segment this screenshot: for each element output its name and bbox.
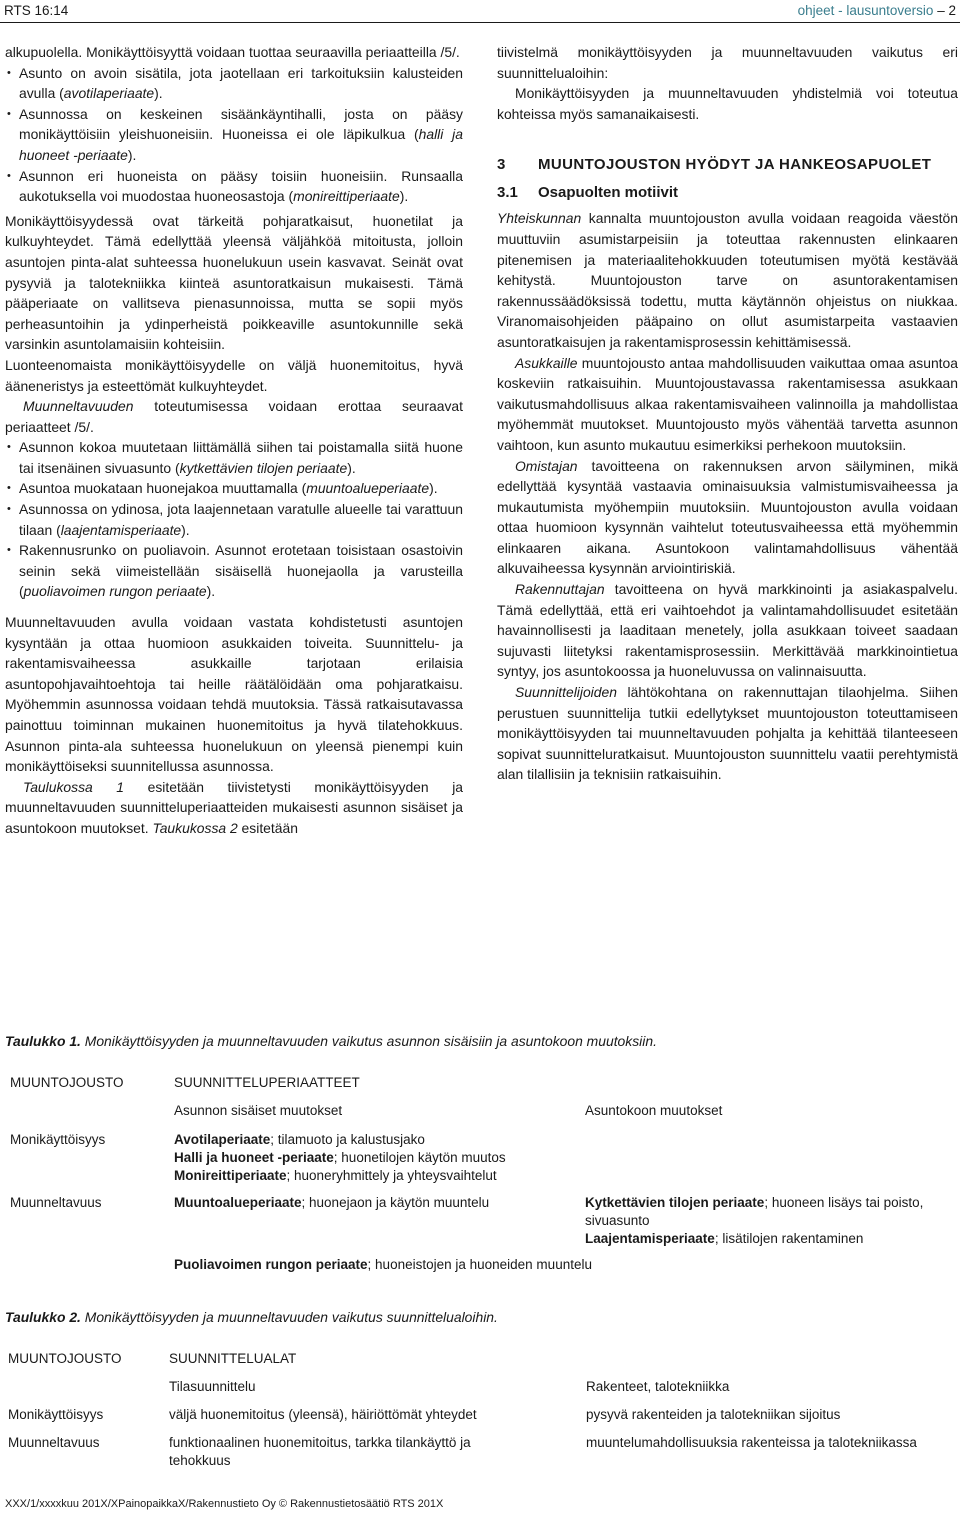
list-item: • Asuntoa muokataan huonejakoa muuttamalla (muuntoalueperiaate). — [5, 478, 463, 499]
body-paragraph: tiivistelmä monikäyttöisyyden ja muunneltavuuden vaikutus eri suunnittelualoihin: — [497, 44, 958, 81]
list-item: • Asunnon kokoa muutetaan liittämällä siihen tai poistamalla siitä huone tai itsenäinen sivuasunto (kytkettävien tilojen periaate). — [5, 437, 463, 478]
table2-row-label: Monikäyttöisyys — [8, 1407, 104, 1422]
intro-paragraph: alkupuolella. Monikäyttöisyyttä voidaan tuottaa seuraavilla periaatteilla /5/. — [5, 44, 460, 60]
table1-cell: Muuntoalueperiaate; huonejaon ja käytön muuntelu — [174, 1195, 490, 1210]
page-footer: XXX/1/xxxxkuu 201X/XPainopaikkaX/Rakennustieto Oy © Rakennustietosäätiö RTS 201X — [5, 1498, 444, 1510]
table1-caption: Taulukko 1. Monikäyttöisyyden ja muunneltavuuden vaikutus asunnon sisäisiin ja asuntokoon muutoksiin. — [5, 1033, 657, 1049]
table2-header-muuntojousto: MUUNTOJOUSTO — [8, 1351, 122, 1366]
table2-cell: funktionaalinen huonemitoitus, tarkka tilankäyttö ja tehokkuus — [169, 1435, 471, 1468]
table1-header-principles: SUUNNITTELUPERIAATTEET — [174, 1075, 360, 1090]
table1-header-muuntojousto: MUUNTOJOUSTO — [10, 1075, 124, 1090]
list-item: • Rakennusrunko on puoliavoin. Asunnot erotetaan toisistaan osastoivin seinin sekä viimeistellään sisäisellä huonejaolla ja varusteilla (puoliavoimen rungon periaate). — [5, 540, 463, 602]
multiuse-principles-list — [5, 63, 463, 207]
body-paragraph: Muunneltavuuden avulla voidaan vastata kohdistetusti asuntojen kysyntään ja ottaa huomioon asukkaiden toiveita. Suunnittelu- ja rakentamisvaiheessa asukkaille tarjotaan erilaisia asuntopohjavaihtoehtoja tai heille räätälöidään oma pohjaratkaisu. Myöhemmin asunnossa voidaan tehdä muutoksia. Tässä ratkaisutavassa painottuu toiminnan mukainen huonemitoitus ja hyvä tilatehokkuus. Asunnon pinta-ala suhteessa huonelukuun on yleensä pienempi kuin monikäyttöiseksi suunnitellussa asunnossa. — [5, 614, 463, 775]
body-paragraph: Muunneltavuuden toteutumisessa voidaan erottaa seuraavat periaatteet /5/. — [5, 398, 463, 435]
table2-header-fields: SUUNNITTELUALAT — [169, 1351, 297, 1366]
list-item: • Asunto on avoin sisätila, jota jaotellaan eri tarkoituksiin kalusteiden avulla (avotilaperiaate). — [5, 63, 463, 104]
table2-row-label: Muunneltavuus — [8, 1435, 100, 1450]
doc-status-label: ohjeet - lausuntoversio — [797, 3, 934, 18]
left-column — [5, 42, 463, 839]
adaptability-principles-list — [5, 437, 463, 602]
subsection-heading — [497, 182, 958, 204]
table2-cell: muuntelumahdollisuuksia rakenteissa ja talotekniikassa — [586, 1435, 917, 1450]
subsection-title: Osapuolten motiivit — [538, 184, 679, 202]
section-number: 3 — [497, 156, 506, 174]
page-number: 2 — [948, 3, 956, 18]
list-item: • Asunnossa on ydinosa, jota laajennetaan varatulle alueelle tai varattuun tilaan (laajentamisperiaate). — [5, 499, 463, 540]
table2-subheader-space: Tilasuunnittelu — [169, 1379, 256, 1394]
table2-caption: Taulukko 2. Monikäyttöisyyden ja muunneltavuuden vaikutus suunnittelualoihin. — [5, 1309, 498, 1325]
body-paragraph: Yhteiskunnan kannalta muuntojouston avulla voidaan reagoida väestön muuttuviin asumistarpeisiin ja toteuttaa rakennusten elinkaaren pitenemisen ja materiaalitehokkuuden toteutumisen myötä kestävää kehitystä. Muuntojouston tarve on asuntorakentamisen rakennussäädöksissä todettu, mutta käytännön ohjeistus on niukkaa. Viranomaisohjeiden pääpaino on ollut asumistarpeita vastaavien asuntoratkaisujen ja rakentamisprosessin kehittämisessä. — [497, 210, 958, 350]
doc-status — [798, 3, 956, 18]
page-header — [0, 0, 960, 22]
table1-row-label: Monikäyttöisyys — [10, 1132, 106, 1147]
header-rule — [0, 22, 960, 23]
body-paragraph: Taulukossa 1 esitetään tiivistetysti monikäyttöisyyden ja muunneltavuuden suunnitteluperiaatteiden mukaisesti asunnon sisäiset ja asuntokoon muutokset. Taukukossa 2 esitetään — [5, 778, 464, 836]
subsection-number: 3.1 — [497, 184, 518, 202]
table1-row-label: Muunneltavuus — [10, 1195, 102, 1210]
body-paragraph: Monikäyttöisyyden ja muunneltavuuden yhdistelmiä voi toteutua kohteissa myös samanaikaisesti. — [497, 85, 958, 122]
table2-cell: pysyvä rakenteiden ja talotekniikan sijoitus — [586, 1407, 841, 1422]
table2 — [8, 1348, 953, 1478]
table1-subheader-internal: Asunnon sisäiset muutokset — [174, 1103, 343, 1118]
body-paragraph: Asukkaille muuntojousto antaa mahdollisuuden vaikuttaa omaa asuntoa koskeviin ratkaisuihin. Muuntojoustavassa rakentamisessa asukkaan vaikutusmahdollisuus alkaa rakentamisvaiheen valinnoilla ja mahdollistaa myöhemmät muutokset. Muuntojousto myös vähentää tarvetta asunnon vaihtoon, kun asunto mukautuu esimerkiksi perhekoon muutoksiin. — [497, 354, 958, 453]
table1-cell: Avotilaperiaate; tilamuoto ja kalustusjako Halli ja huoneet -periaate; huonetilojen käytön muutos Monireittiperiaate; huoneryhmittely ja yhteysvaihtelut — [174, 1132, 506, 1183]
body-paragraph: Monikäyttöisyydessä ovat tärkeitä pohjaratkaisut, huonetilat ja kulkuyhteydet. Tämä edellyttää yleensä väljähköä mitoitusta, jolloin asuntojen pinta-alat suhteessa huonelukuun usein kasvavat. Seinät ovat pysyviä ja talotekniikka kiinteä asuntoratkaisun mukaisesti. Tämä pääperiaate on vallitseva pienasunnoissa, mutta se sopii myös perheasuntoihin ja ydinperheistä poikkeaville asuntokunnille sekä varsinkin asuntolamaisiin kohteisiin. — [5, 212, 463, 353]
table1-cell: Kytkettävien tilojen periaate; huoneen lisäys tai poisto, sivuasunto Laajentamisperiaate; lisätilojen rakentaminen — [585, 1195, 924, 1246]
body-paragraph: Rakennuttajan tavoitteena on hyvä markkinointi ja asiakaspalvelu. Tämä edellyttää, että eri vaihtoehdot ja valintamahdollisuudet esitetään havainnollisesti ja laaditaan menetely, jolla asukkaan toiveet saadaan sujuvasti liitetyksi rakentamisprosessiin. Merkittävää markkinointietua syntyy, jos asuntokoossa ja huoneluvussa on valinnaisuutta. — [497, 581, 958, 680]
table1-subheader-size: Asuntokoon muutokset — [585, 1103, 723, 1118]
table2-cell: väljä huonemitoitus (yleensä), häiriöttömät yhteydet — [169, 1407, 477, 1422]
header-separator: – — [937, 3, 945, 18]
body-paragraph: Suunnittelijoiden lähtökohtana on rakennuttajan tilaohjelma. Siihen perustuen suunnittelija tutkii edellytykset muuntojouston toteuttamiseen monikäyttöisyyden tai muunneltavuuden pohjalta ja kehittää tilanteeseen sopivat suunnitteluratkaisut. Muuntojouston suunnittelu vaatii perehtymistä alan tilallisiin ja teknisiin ratkaisuihin. — [497, 684, 958, 783]
list-item: • Asunnossa on keskeinen sisäänkäyntihalli, josta on pääsy monikäyttöisiin yleishuoneisiin. Huoneissa ei ole läpikulkua (halli ja huoneet -periaate). — [5, 104, 463, 166]
table1-cell: Puoliavoimen rungon periaate; huoneistojen ja huoneiden muuntelu — [174, 1257, 592, 1272]
list-item: • Asunnon eri huoneista on pääsy toisiin huoneisiin. Runsaalla aukotuksella voi muodostaa huoneosastoja (monireittiperiaate). — [5, 166, 463, 207]
doc-code: RTS 16:14 — [4, 3, 69, 18]
body-paragraph: Luonteenomaista monikäyttöisyydelle on väljä huonemitoitus, hyvä ääneneristys ja esteettömät kulkuyhteydet. — [5, 356, 463, 394]
section-heading — [497, 154, 958, 176]
right-column — [497, 42, 958, 785]
body-paragraph: Omistajan tavoitteena on rakennuksen arvon säilyminen, mikä edellyttää kysyntää vastaavia ominaisuuksia valmistumisvaiheessa ja mukautumista myöhempiin muutoksiin. Muuntojouston avulla voidaan ottaa huomioon kysynnän vaihtelut toteutusvaiheessa että myöhemmin elinkaaren aikana. Asuntokoon valintamahdollisuus vähentää alkuvaiheessa kysynnän arviointiriskiä. — [497, 457, 958, 577]
table2-subheader-structures: Rakenteet, talotekniikka — [586, 1379, 730, 1394]
section-title: MUUNTOJOUSTON HYÖDYT JA HANKEOSAPUOLET — [538, 156, 932, 174]
table1 — [10, 1072, 955, 1282]
